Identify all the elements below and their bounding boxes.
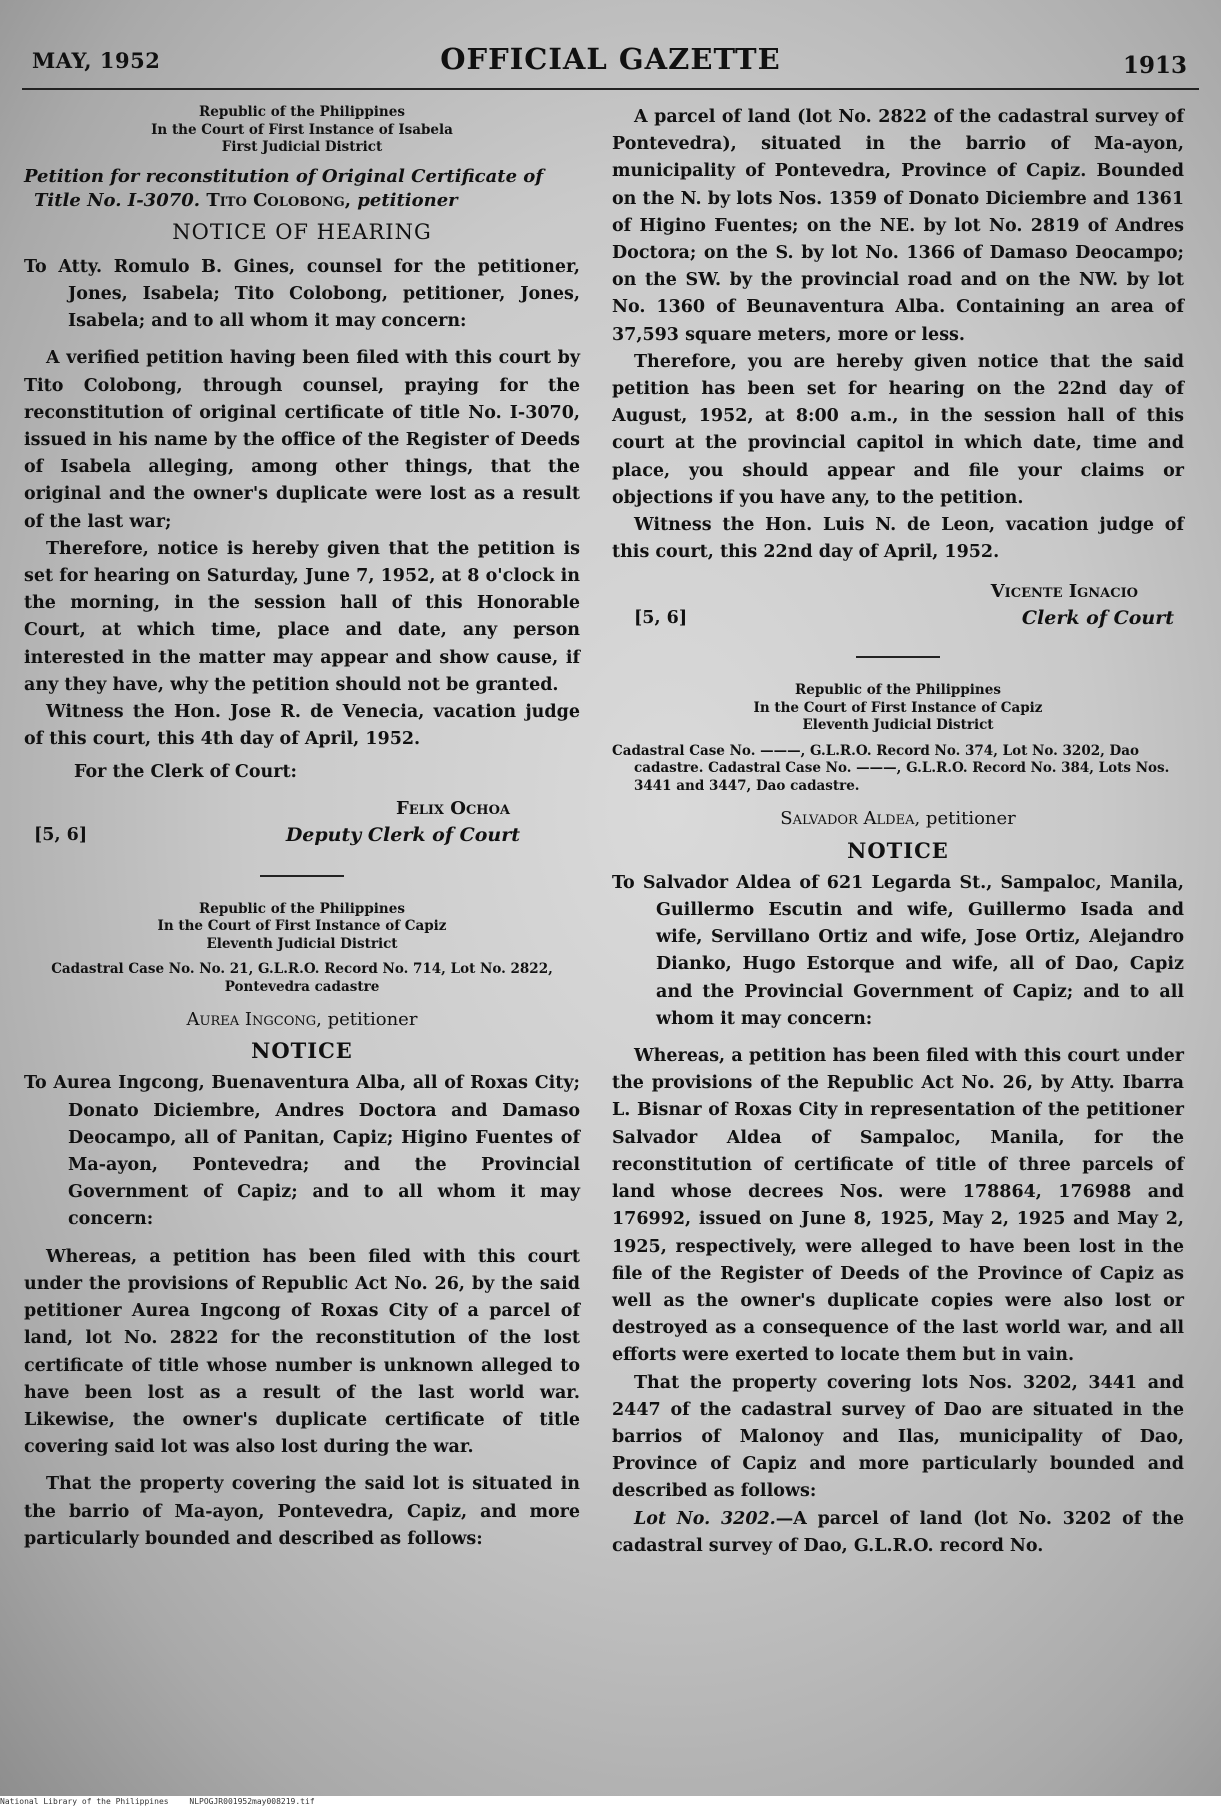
notice-heading: NOTICE [847,837,949,863]
notice-heading: NOTICE OF HEARING [172,219,432,244]
court-line: In the Court of First Instance of Capiz [157,918,447,935]
court-line: Republic of the Philippines [199,104,405,120]
court-line: Eleventh Judicial District [802,717,994,734]
signatory-title: Clerk of Court [1021,607,1174,630]
notice-paragraph: Witness the Hon. Luis N. de Leon, vacation judge of this court, this 22nd day of April, 1952. [612,515,1184,563]
notice-paragraph: Therefore, notice is hereby given that the petition is set for hearing on Saturday, June 7, 1952, at 8 o'clock in the morning, in the session hall of this Honorable Court, at which time, place and date, any person interested in the matter may appear and show cause, if any they have, why the petition should not be granted. [24,538,580,695]
notice-paragraph: A verified petition having been filed with this court by Tito Colobong, through counsel, praying for the reconstitution of original certificate of title No. I-3070, issued in his name by the office of the Register of Deeds of Isabela alleging, among other things, that the original and the owner's duplicate were lost as a result of the last war; [24,348,580,532]
petitioner-name: Aurea Ingcong, [186,1009,322,1031]
section-divider [856,656,940,658]
lot-description: —A parcel of land (lot No. 3202 of the cadastral survey of Dao, G.L.R.O. record No. [612,1508,1184,1556]
right-column [612,104,1184,1560]
notice-paragraph: A parcel of land (lot No. 2822 of the cadastral survey of Pontevedra), situated in the barrio of Ma-ayon, municipality of Pontevedra, Province of Capiz. Bounded on the N. by lots Nos. 1359 of Donato Diciembre and 1361 of Higino Fuentes; on the NE. by lot No. 2819 of Andres Doctora; on the S. by lot No. 1366 of Damaso Deocampo; on the SW. by the provincial road and on the NW. by lot No. 1360 of Beunaventura Alba. Containing an area of 37,593 square meters, more or less. [612,107,1184,345]
case-reference: Cadastral Case No. ———, G.L.R.O. Record No. 374, Lot No. 3202, Dao cadastre. Cadastral Case No. ———, G.L.R.O. Record No. 384, Lots Nos. 3441 and 3447, Dao cadastre. [612,742,1170,794]
notice-paragraph: Whereas, a petition has been filed with this court under the provisions of the Republic Act No. 26, by Atty. Ibarra L. Bisnar of Roxas City in representation of the petitioner Salvador Aldea of Sampaloc, Manila, for the reconstitution of certificate of title of three parcels of land whose decrees Nos. were 178864, 176988 and 176992, issued on June 8, 1925, May 2, 1925 and May 2, 1925, respectively, were alleged to have been lost in the file of the Register of Deeds of the Province of Capiz as well as the owner's duplicate copies were also lost or destroyed as a consequence of the last world war, and all efforts were exerted to locate them but in vain. [612,1046,1184,1366]
signature-block [24,795,580,853]
notice-paragraph: Whereas, a petition has been filed with this court under the provisions of Republic Act No. 26, by the said petitioner Aurea Ingcong of Roxas City of a parcel of land, lot No. 2822 for the reconstitution of the lost certificate of title whose number is unknown alleged to have been lost as a result of the last world war. Likewise, the owner's duplicate certificate of title covering said lot was also lost during the war. [24,1246,580,1458]
notice-address: To Aurea Ingcong, Buenaventura Alba, all of Roxas City; Donato Diciembre, Andres Doctora and Damaso Deocampo, all of Panitan, Capiz; Higino Fuentes of Ma-ayon, Pontevedra; and the Provincial Government of Capiz; and to all whom it may concern: [24,1073,580,1230]
court-heading-capiz [612,682,1184,735]
lot-label: Lot No. 3202. [634,1508,776,1529]
court-line: In the Court of First Instance of Capiz [753,699,1043,716]
court-heading-isabela [24,104,580,157]
footer-library: National Library of the Philippines [0,1797,169,1806]
notice-paragraph: Witness the Hon. Jose R. de Venecia, vacation judge of this court, this 4th day of April, 1952. [24,701,580,750]
court-line: First Judicial District [221,139,383,155]
footer-file: NLPOGJR001952may008219.tif [189,1797,315,1806]
court-line: Eleventh Judicial District [206,935,398,952]
signature-block [612,572,1184,634]
petitioner-role: petitioner [327,1009,418,1031]
signatory-name: Felix Ochoa [396,797,510,819]
notice-paragraph: Therefore, you are hereby given notice that the said petition has been set for hearing on the 22nd day of August, 1952, at 8:00 a.m., in the session hall of this court at the provincial capitol in which date, time and place, you should appear and file your claims or objections if you have any, to the petition. [612,351,1184,508]
paragraph-gap [24,1461,580,1471]
court-line: Republic of the Philippines [199,900,405,917]
header-title: OFFICIAL GAZETTE [440,42,781,76]
petitioner-line [612,805,1184,832]
issue-reference: [5, 6] [634,608,688,629]
petitioner-name: Tito Colobong, [206,189,351,211]
petitioner-name: Salvador Aldea, [780,808,921,830]
notice-paragraph: That the property covering the said lot is situated in the barrio of Ma-ayon, Pontevedra, Capiz, and more particularly bounded and described as follows: [24,1474,580,1549]
petitioner-role: petitioner [357,189,458,211]
signatory-name: Vicente Ignacio [990,581,1138,603]
section-divider [260,875,344,877]
scan-footer [0,1796,1221,1808]
notice-address: To Salvador Aldea of 621 Legarda St., Sampaloc, Manila, Guillermo Escutin and wife, Guillermo Isada and wife, Servillano Ortiz and wife, Jose Ortiz, Alejandro Dianko, Hugo Estorque and wife, all of Dao, Capiz and the Provincial Government of Capiz; and to all whom it may concern: [612,872,1184,1029]
notice-heading: NOTICE [251,1038,353,1064]
court-line: Republic of the Philippines [795,682,1001,699]
notice-address: To Atty. Romulo B. Gines, counsel for the petitioner, Jones, Isabela; Tito Colobong, petitioner, Jones, Isabela; and to all whom it may concern: [24,256,580,332]
petition-title [24,165,580,213]
notice-paragraph: That the property covering lots Nos. 3202, 3441 and 2447 of the cadastral survey of Dao are situated in the barrios of Malonoy and Ilas, municipality of Dao, Province of Capiz and more particularly bounded and described as follows: [612,1372,1184,1502]
page-header [22,38,1199,90]
petitioner-role: petitioner [925,808,1016,830]
notice-paragraph [612,1506,1184,1560]
header-date: MAY, 1952 [32,48,161,73]
petitioner-line [24,1006,580,1033]
case-reference: Cadastral Case No. No. 21, G.L.R.O. Record No. 714, Lot No. 2822, Pontevedra cadastre [51,961,553,995]
signatory-title: Deputy Clerk of Court [285,823,520,846]
for-clerk-line: For the Clerk of Court: [74,762,298,783]
issue-reference: [5, 6] [34,824,88,845]
petition-title-text: Petition for reconstitution of Original Certificate of Title No. I-3070. [24,165,544,211]
left-column [24,104,580,1553]
court-heading-capiz [24,901,580,954]
court-line: In the Court of First Instance of Isabela [151,121,453,138]
header-page-number: 1913 [1122,52,1187,79]
